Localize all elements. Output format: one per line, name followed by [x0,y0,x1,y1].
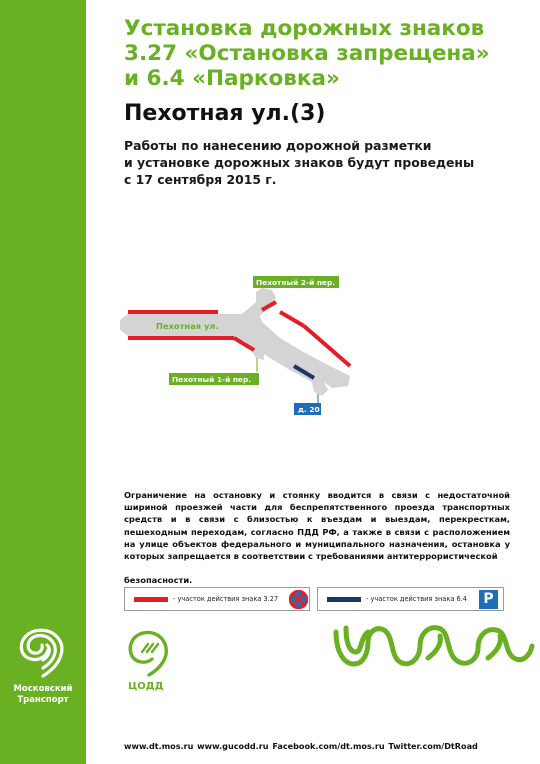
codd-logo-icon [126,628,172,678]
legend-item-64 [317,587,504,611]
works-info-line-2: и установке дорожных знаков будут проведены [124,155,475,170]
footer-links: www.dt.mos.ru www.gucodd.ru Facebook.com/dt.mos.ru Twitter.com/DtRoad [124,741,478,751]
works-info-line-3: с 17 сентября 2015 г. [124,172,277,187]
label-main-street: Пехотная ул. [156,321,219,331]
label-lane2: Пехотный 2-й пер. [256,278,336,287]
street-name: Пехотная ул.(3) [124,101,326,126]
page-title [124,16,534,91]
works-info [124,137,524,188]
no-stopping-sign-icon [289,590,308,609]
notice-last-line: безопасности. [124,575,193,585]
legend-label-327: - участок действия знака 3.27 [173,595,279,603]
street-map [110,262,370,430]
title-line-3: и 6.4 «Парковка» [124,66,340,91]
moscow-transport-name: Московский Транспорт [13,684,73,705]
legend-item-327 [124,587,310,611]
works-info-line-1: Работы по нанесению дорожной разметки [124,138,432,153]
restriction-segment-327 [280,312,304,326]
moscow-transport-logo-icon [12,624,74,680]
label-lane1: Пехотный 1-й пер. [172,375,252,384]
decorative-wave-icon [332,618,536,674]
green-sidebar [0,0,86,764]
title-line-1: Установка дорожных знаков [124,16,485,41]
red-swatch [134,597,168,602]
navy-swatch [327,597,361,602]
legend-label-64: - участок действия знака 6.4 [366,595,467,603]
label-house: д. 20 [298,405,320,414]
title-line-2: 3.27 «Остановка запрещена» [124,41,490,66]
notice-paragraph: Ограничение на остановку и стоянку вводится в связи с недостаточной шириной проезжей части для беспрепятственного проезда транспортных средств и в связи с близостью к въездам и выездам, перекресткам, пешеходным переходам, согласно ПДД РФ, а также в связи с расположением на улице объектов федерального и муниципального назначения, остановка у которых запрещается в соответствии с требованиями антитеррористической [124,490,510,562]
parking-sign-icon: P [479,590,498,609]
codd-name: ЦОДД [128,681,164,692]
